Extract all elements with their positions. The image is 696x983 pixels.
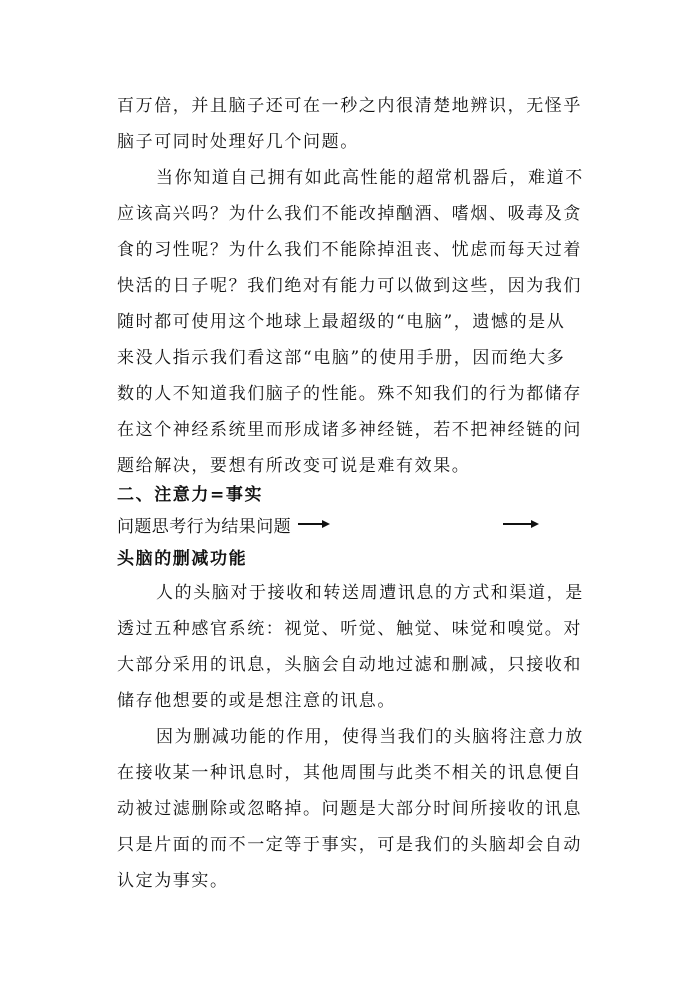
flow-text: 问题思考行为结果问题 [117,517,291,537]
paragraph-1-line-2: 脑子可同时处理好几个问题。 [117,132,359,152]
paragraph-1-line-1: 百万倍，并且脑子还可在一秒之内很清楚地辨识，无怪乎 [117,96,582,116]
paragraph-2-line-8: 在这个神经系统里而形成诸多神经链，若不把神经链的问 [117,420,582,440]
paragraph-4-line-4: 只是片面的而不一定等于事实，可是我们的头脑却会自动 [117,835,582,855]
paragraph-2-line-2: 应该高兴吗？为什么我们不能改掉酗酒、嗜烟、吸毒及贪 [117,204,582,224]
paragraph-2-line-4: 快活的日子呢？我们绝对有能力可以做到这些，因为我们 [117,276,582,296]
paragraph-3-line-4: 储存他想要的或是想注意的讯息。 [117,691,396,711]
paragraph-2-line-6: 来没人指示我们看这部“电脑”的使用手册，因而绝大多 [117,348,566,368]
section-heading: 二、注意力=事实 [117,485,264,505]
subsection-heading: 头脑的删减功能 [117,549,248,569]
paragraph-4-line-1: 因为删减功能的作用，使得当我们的头脑将注意力放 [156,727,584,747]
paragraph-2-line-7: 数的人不知道我们脑子的性能。殊不知我们的行为都储存 [117,384,582,404]
paragraph-3-line-2: 透过五种感官系统：视觉、听觉、触觉、味觉和嗅觉。对 [117,619,582,639]
paragraph-2-line-3: 食的习性呢？为什么我们不能除掉沮丧、忧虑而每天过着 [117,240,582,260]
paragraph-4-line-3: 动被过滤删除或忽略掉。问题是大部分时间所接收的讯息 [117,799,582,819]
paragraph-2-line-1: 当你知道自己拥有如此高性能的超常机器后，难道不 [156,168,584,188]
right-arrow-icon [298,517,330,531]
paragraph-4-line-5: 认定为事实。 [117,871,229,891]
paragraph-3-line-3: 大部分采用的讯息，头脑会自动地过滤和删减，只接收和 [117,655,582,675]
paragraph-4-line-2: 在接收某一种讯息时，其他周围与此类不相关的讯息便自 [117,763,582,783]
right-arrow-icon [503,517,539,531]
paragraph-3-line-1: 人的头脑对于接收和转送周遭讯息的方式和渠道，是 [156,583,584,603]
paragraph-2-line-5: 随时都可使用这个地球上最超级的“电脑”，遗憾的是从 [117,312,566,332]
paragraph-2-line-9: 题给解决，要想有所改变可说是难有效果。 [117,456,471,476]
